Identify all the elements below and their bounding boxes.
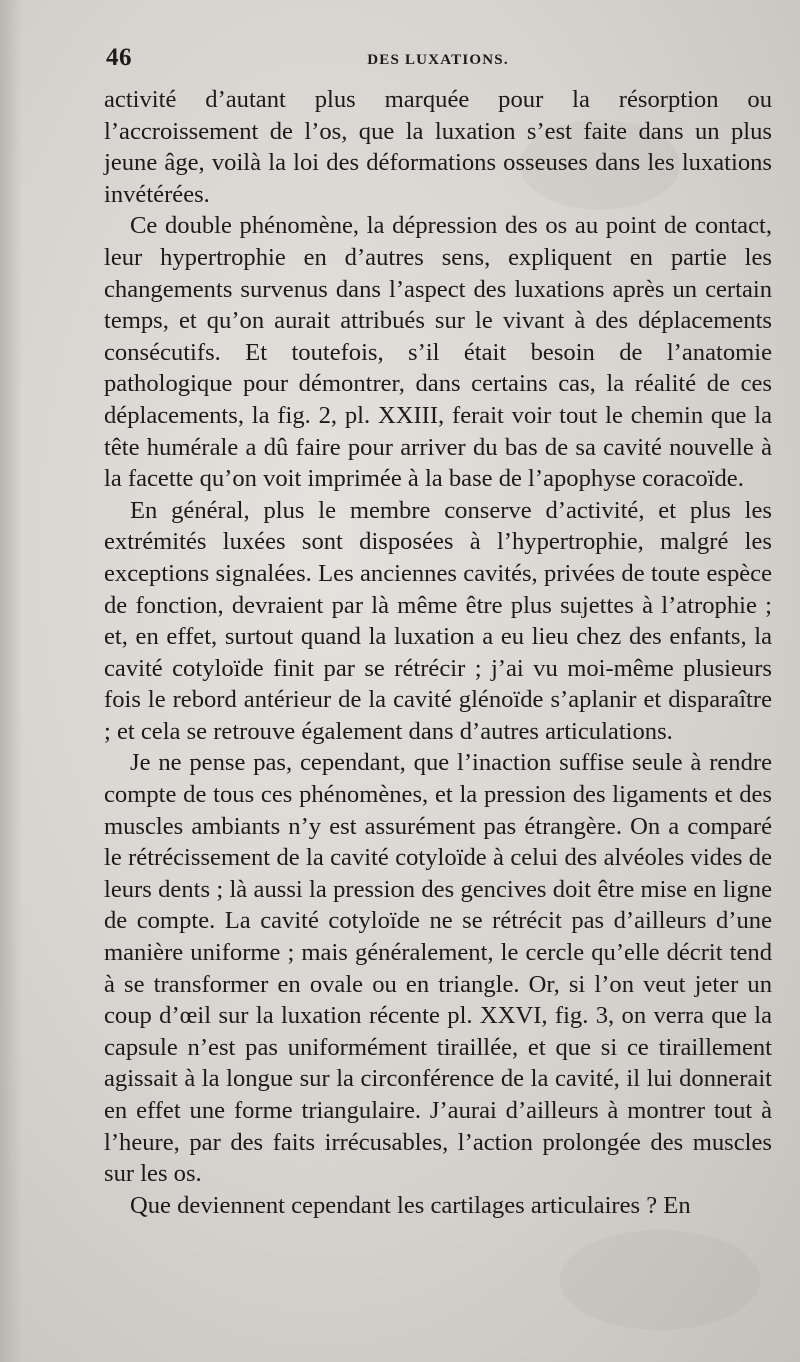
page-number: 46 — [106, 44, 132, 71]
paragraph: Ce double phénomène, la dépression des os au point de contact, leur hypertrophie en d’autres sens, expliquent en partie les changements survenus dans l’aspect des luxations après un certain temps, et qu’on aurait attribués sur le vivant à des déplacements consécutifs. Et toutefois, s’il était besoin de l’anatomie pathologique pour démontrer, dans certains cas, la réalité de ces déplacements, la fig. 2, pl. XXIII, ferait voir tout le chemin que la tête humérale a dû faire pour arriver du bas de sa cavité nouvelle à la facette qu’on voit imprimée à la base de l’apophyse coracoïde. — [104, 212, 772, 493]
body-text — [104, 84, 772, 1221]
paper-stain — [560, 1230, 760, 1330]
paragraph: Que deviennent cependant les cartilages articulaires ? En — [130, 1191, 691, 1219]
page-edge-shadow — [0, 0, 22, 1362]
paragraph: activité d’autant plus marquée pour la résorption ou l’accroissement de l’os, que la luxation s’est faite dans un plus jeune âge, voilà la loi des déformations osseuses dans les luxations invétérées. — [104, 86, 772, 208]
paragraph: Je ne pense pas, cependant, que l’inaction suffise seule à rendre compte de tous ces phénomènes, et la pression des ligaments et des muscles ambiants n’y est assurément pas étrangère. On a comparé le rétrécissement de la cavité cotyloïde à celui des alvéoles vides de leurs dents ; là aussi la pression des gencives doit être mise en ligne de compte. La cavité cotyloïde ne se rétrécit pas d’ailleurs d’une manière uniforme ; mais généralement, le cercle qu’elle décrit tend à se transformer en ovale ou en triangle. Or, si l’on veut jeter un coup d’œil sur la luxation récente pl. XXVI, fig. 3, on verra que la capsule n’est pas uniformément tiraillée, et que si ce tiraillement agissait à la longue sur la circonférence de la cavité, il lui donnerait en effet une forme triangulaire. J’aurai d’ailleurs à montrer tout à l’heure, par des faits irrécusables, l’action prolongée des muscles sur les os. — [104, 749, 772, 1188]
running-head: DES LUXATIONS. — [367, 52, 509, 68]
paragraph: En général, plus le membre conserve d’activité, et plus les extrémités luxées sont disposées à l’hypertrophie, malgré les exceptions signalées. Les anciennes cavités, privées de toute espèce de fonction, devraient par là même être plus sujettes à l’atrophie ; et, en effet, surtout quand la luxation a eu lieu chez des enfants, la cavité cotyloïde finit par se rétrécir ; j’ai vu moi-même plusieurs fois le rebord antérieur de la cavité glénoïde s’aplanir et disparaître ; et cela se retrouve également dans d’autres articulations. — [104, 496, 772, 745]
page-header — [106, 44, 770, 76]
